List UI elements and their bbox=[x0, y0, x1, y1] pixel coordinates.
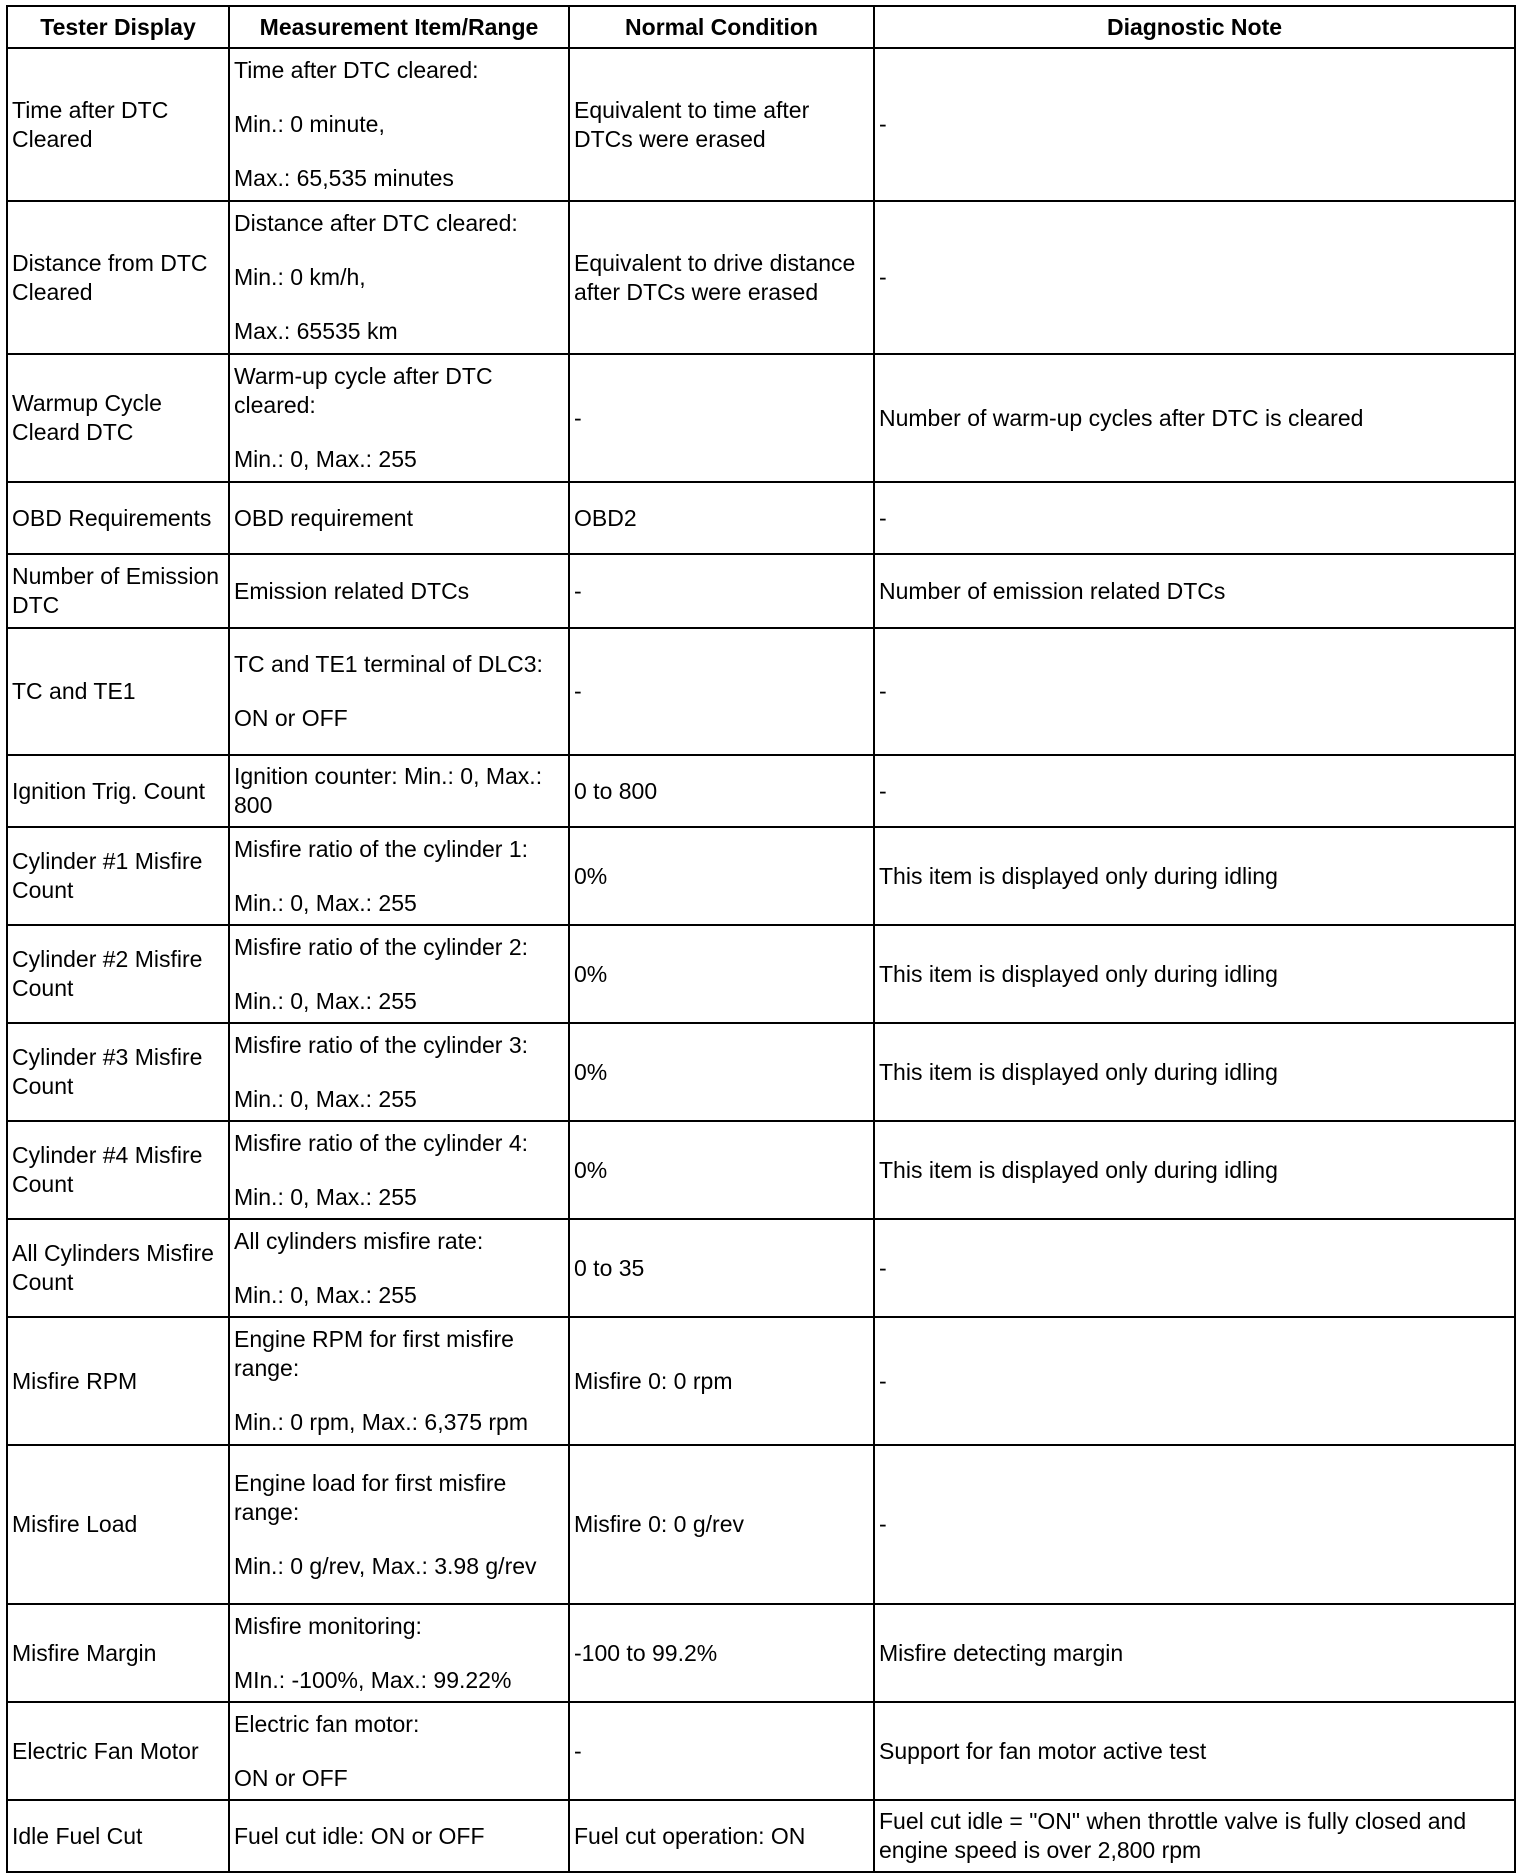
measurement-line: Min.: 0, Max.: 255 bbox=[234, 889, 417, 916]
tester-display-cell: Misfire RPM bbox=[7, 1317, 229, 1445]
tester-display-cell: Ignition Trig. Count bbox=[7, 755, 229, 827]
measurement-cell bbox=[229, 1121, 569, 1219]
normal-condition-cell: OBD2 bbox=[569, 482, 874, 554]
tester-display-cell: Number of Emission DTC bbox=[7, 554, 229, 628]
tester-display-cell: Cylinder #4 Misfire Count bbox=[7, 1121, 229, 1219]
tester-display-cell: Cylinder #3 Misfire Count bbox=[7, 1023, 229, 1121]
measurement-cell bbox=[229, 201, 569, 354]
table-row bbox=[7, 48, 1515, 201]
tester-display-cell: TC and TE1 bbox=[7, 628, 229, 755]
measurement-line: Min.: 0 rpm, Max.: 6,375 rpm bbox=[234, 1409, 528, 1435]
normal-condition-cell: 0% bbox=[569, 1023, 874, 1121]
diagnostic-note-cell: - bbox=[874, 48, 1515, 201]
normal-condition-cell: Misfire 0: 0 g/rev bbox=[569, 1445, 874, 1604]
diagnostic-note-cell: This item is displayed only during idling bbox=[874, 925, 1515, 1023]
measurement-line: Misfire ratio of the cylinder 3: bbox=[234, 1031, 529, 1058]
data-list-table bbox=[6, 5, 1516, 1873]
measurement-cell bbox=[229, 1219, 569, 1317]
diagnostic-note-cell: Number of emission related DTCs bbox=[874, 554, 1515, 628]
table-row bbox=[7, 201, 1515, 354]
table-row bbox=[7, 755, 1515, 827]
measurement-line: Min.: 0 g/rev, Max.: 3.98 g/rev bbox=[234, 1552, 537, 1579]
table-row bbox=[7, 1604, 1515, 1702]
diagnostic-note-cell: Number of warm-up cycles after DTC is cleared bbox=[874, 354, 1515, 482]
diagnostic-note-cell: This item is displayed only during idling bbox=[874, 1023, 1515, 1121]
measurement-line: Min.: 0, Max.: 255 bbox=[234, 1183, 417, 1210]
measurement-line: Max.: 65,535 minutes bbox=[234, 165, 454, 191]
normal-condition-cell: Misfire 0: 0 rpm bbox=[569, 1317, 874, 1445]
table-row bbox=[7, 1121, 1515, 1219]
measurement-line: Max.: 65535 km bbox=[234, 318, 398, 344]
diagnostic-note-cell: - bbox=[874, 1317, 1515, 1445]
measurement-line: Electric fan motor: bbox=[234, 1710, 420, 1737]
normal-condition-cell: - bbox=[569, 354, 874, 482]
measurement-line: ON or OFF bbox=[234, 1764, 348, 1791]
normal-condition-cell: Fuel cut operation: ON bbox=[569, 1800, 874, 1872]
measurement-line: Engine load for first misfire range: bbox=[234, 1469, 507, 1525]
measurement-cell bbox=[229, 1702, 569, 1800]
table-row bbox=[7, 554, 1515, 628]
measurement-cell bbox=[229, 482, 569, 554]
measurement-line: Ignition counter: Min.: 0, Max.: 800 bbox=[234, 763, 543, 818]
table-row bbox=[7, 827, 1515, 925]
measurement-line: OBD requirement bbox=[234, 504, 413, 531]
measurement-line: Misfire monitoring: bbox=[234, 1612, 422, 1639]
table-row bbox=[7, 1800, 1515, 1872]
table-row bbox=[7, 1445, 1515, 1604]
measurement-cell bbox=[229, 354, 569, 482]
table-row bbox=[7, 1219, 1515, 1317]
header-diagnostic-note: Diagnostic Note bbox=[874, 6, 1515, 48]
measurement-line: ON or OFF bbox=[234, 705, 348, 731]
measurement-cell bbox=[229, 1317, 569, 1445]
normal-condition-cell: 0 to 35 bbox=[569, 1219, 874, 1317]
measurement-line: Min.: 0, Max.: 255 bbox=[234, 1281, 417, 1308]
measurement-cell bbox=[229, 827, 569, 925]
measurement-cell bbox=[229, 1800, 569, 1872]
header-measurement-item: Measurement Item/Range bbox=[229, 6, 569, 48]
measurement-cell bbox=[229, 1445, 569, 1604]
table-row bbox=[7, 354, 1515, 482]
measurement-line: Misfire ratio of the cylinder 4: bbox=[234, 1129, 529, 1156]
tester-display-cell: All Cylinders Misfire Count bbox=[7, 1219, 229, 1317]
measurement-line: MIn.: -100%, Max.: 99.22% bbox=[234, 1666, 512, 1693]
normal-condition-cell: - bbox=[569, 628, 874, 755]
measurement-line: Emission related DTCs bbox=[234, 577, 470, 604]
measurement-line: Fuel cut idle: ON or OFF bbox=[234, 1822, 485, 1849]
measurement-line: Min.: 0, Max.: 255 bbox=[234, 1085, 417, 1112]
table-row bbox=[7, 1702, 1515, 1800]
tester-display-cell: Warmup Cycle Cleard DTC bbox=[7, 354, 229, 482]
header-normal-condition: Normal Condition bbox=[569, 6, 874, 48]
measurement-cell bbox=[229, 48, 569, 201]
diagnostic-note-cell: Misfire detecting margin bbox=[874, 1604, 1515, 1702]
diagnostic-note-cell: - bbox=[874, 628, 1515, 755]
measurement-line: Time after DTC cleared: bbox=[234, 57, 479, 83]
measurement-line: Min.: 0, Max.: 255 bbox=[234, 987, 417, 1014]
normal-condition-cell: 0% bbox=[569, 925, 874, 1023]
tester-display-cell: Distance from DTC Cleared bbox=[7, 201, 229, 354]
normal-condition-cell: -100 to 99.2% bbox=[569, 1604, 874, 1702]
diagnostic-note-cell: This item is displayed only during idling bbox=[874, 1121, 1515, 1219]
diagnostic-note-cell: - bbox=[874, 1445, 1515, 1604]
measurement-line: TC and TE1 terminal of DLC3: bbox=[234, 651, 543, 677]
measurement-line: Misfire ratio of the cylinder 1: bbox=[234, 835, 529, 862]
tester-display-cell: Misfire Margin bbox=[7, 1604, 229, 1702]
tester-display-cell: Cylinder #1 Misfire Count bbox=[7, 827, 229, 925]
measurement-cell bbox=[229, 1023, 569, 1121]
normal-condition-cell: Equivalent to drive distance after DTCs were erased bbox=[569, 201, 874, 354]
table-row bbox=[7, 1023, 1515, 1121]
data-list-page bbox=[6, 5, 1514, 1873]
tester-display-cell: Time after DTC Cleared bbox=[7, 48, 229, 201]
table-row bbox=[7, 482, 1515, 554]
measurement-cell bbox=[229, 755, 569, 827]
tester-display-cell: Cylinder #2 Misfire Count bbox=[7, 925, 229, 1023]
measurement-line: Min.: 0 km/h, bbox=[234, 264, 366, 290]
normal-condition-cell: Equivalent to time after DTCs were erased bbox=[569, 48, 874, 201]
measurement-cell bbox=[229, 554, 569, 628]
diagnostic-note-cell: Support for fan motor active test bbox=[874, 1702, 1515, 1800]
normal-condition-cell: 0% bbox=[569, 1121, 874, 1219]
tester-display-cell: Electric Fan Motor bbox=[7, 1702, 229, 1800]
diagnostic-note-cell: - bbox=[874, 201, 1515, 354]
diagnostic-note-cell: - bbox=[874, 755, 1515, 827]
normal-condition-cell: 0% bbox=[569, 827, 874, 925]
diagnostic-note-cell: - bbox=[874, 482, 1515, 554]
measurement-cell bbox=[229, 925, 569, 1023]
normal-condition-cell: - bbox=[569, 1702, 874, 1800]
table-row bbox=[7, 1317, 1515, 1445]
normal-condition-cell: 0 to 800 bbox=[569, 755, 874, 827]
measurement-line: Min.: 0 minute, bbox=[234, 111, 385, 137]
measurement-cell bbox=[229, 1604, 569, 1702]
diagnostic-note-cell: Fuel cut idle = "ON" when throttle valve is fully closed and engine speed is over 2,800 rpm bbox=[874, 1800, 1515, 1872]
table-row bbox=[7, 925, 1515, 1023]
measurement-line: All cylinders misfire rate: bbox=[234, 1227, 484, 1254]
table-row bbox=[7, 628, 1515, 755]
measurement-line: Warm-up cycle after DTC cleared: bbox=[234, 363, 493, 418]
diagnostic-note-cell: This item is displayed only during idling bbox=[874, 827, 1515, 925]
diagnostic-note-cell: - bbox=[874, 1219, 1515, 1317]
header-row bbox=[7, 6, 1515, 48]
measurement-line: Engine RPM for first misfire range: bbox=[234, 1326, 514, 1381]
tester-display-cell: OBD Requirements bbox=[7, 482, 229, 554]
measurement-cell bbox=[229, 628, 569, 755]
measurement-line: Distance after DTC cleared: bbox=[234, 210, 518, 236]
header-tester-display: Tester Display bbox=[7, 6, 229, 48]
tester-display-cell: Idle Fuel Cut bbox=[7, 1800, 229, 1872]
normal-condition-cell: - bbox=[569, 554, 874, 628]
tester-display-cell: Misfire Load bbox=[7, 1445, 229, 1604]
measurement-line: Min.: 0, Max.: 255 bbox=[234, 446, 417, 472]
measurement-line: Misfire ratio of the cylinder 2: bbox=[234, 933, 529, 960]
